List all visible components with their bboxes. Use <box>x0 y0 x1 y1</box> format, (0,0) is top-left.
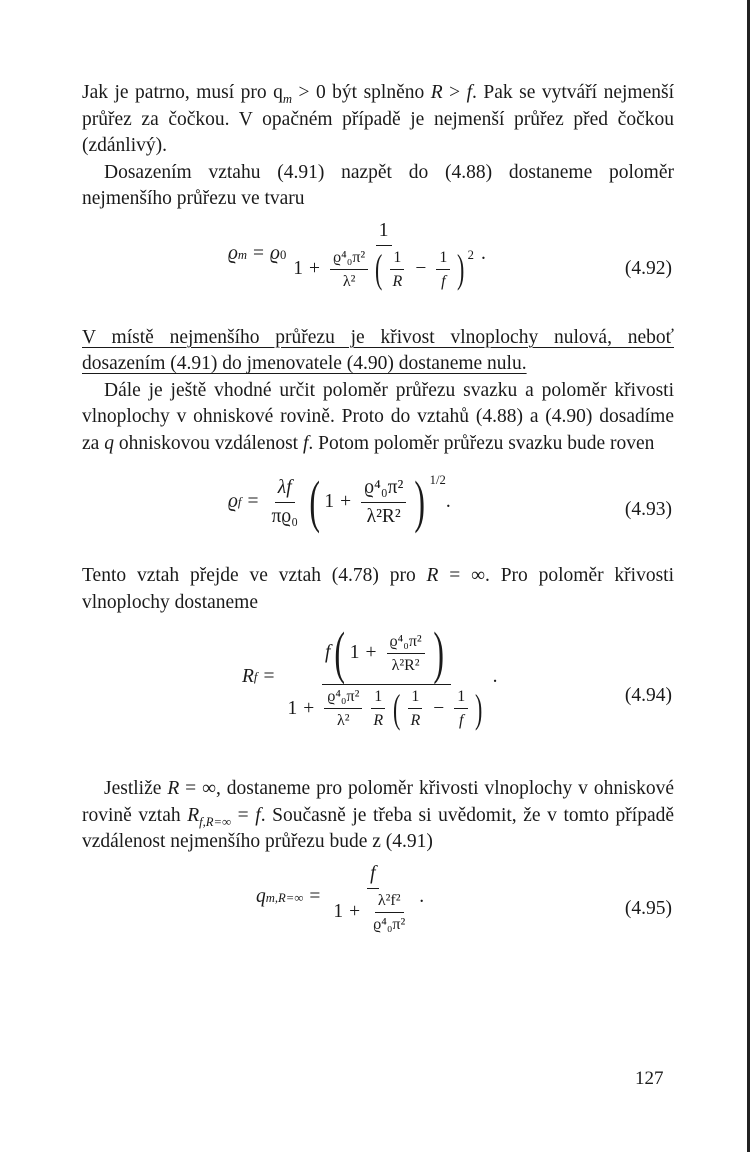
paragraph-1: Jak je patrno, musí pro $q_m > 0$ být splněno R > f. Pak se vytváří nejmenší průřez za čočkou. V opačném případě je nejmenší průřez před čočkou (zdánlivý). <box>82 82 674 156</box>
equation-4-94: R f = f ( 1 + $\frac{\text{ϱ⁴₀π²}}{\text{λ²R²}}$ ) 1 + $\frac{\text{ϱ⁴₀π²}}{\text{λ²}}$ $\frac{1}{R}$ ( $\frac{1}{R}$ − $\frac{1}{f}$ ) . (4.94) <box>242 620 672 731</box>
equation-number: (4.94) <box>624 684 672 706</box>
equation-4-93: ϱ f = $\frac{\lambda f}{\text{πϱ₀}}$ ( 1 + $\frac{\text{ϱ⁴₀π²}}{\text{λ²R²}}$ ) $^{1/2}$ . (4.93) <box>228 469 672 534</box>
page-edge-line <box>747 0 750 1152</box>
equation-number: (4.95) <box>624 897 672 919</box>
equation-number: (4.93) <box>624 498 672 520</box>
equation-number: (4.92) <box>624 257 672 279</box>
page-number: 127 <box>635 1068 664 1089</box>
paragraph-3: V místě nejmenšího průřezu je křivost vlnoplochy nulová, neboť dosazením (4.91) do jmenovatele (4.90) dostaneme nulu. <box>82 326 674 374</box>
paragraph-6: Jestliže R = ∞, dostaneme pro poloměr křivosti vlnoplochy v ohniskové rovině vztah $R_{f,R=\infty} = f$. Současně je třeba si uvědomit, že v tomto případě vzdálenost nejmenšího průřezu bude z (4.91) <box>82 778 675 852</box>
page-content <box>82 80 674 962</box>
paragraph-5: Tento vztah přejde ve vztah (4.78) pro R = ∞. Pro poloměr křivosti vlnoplochy dostaneme <box>82 565 674 613</box>
paragraph-2: Dosazením vztahu (4.91) nazpět do (4.88) dostaneme poloměr nejmenšího průřezu ve tvaru <box>82 161 674 209</box>
equation-4-92: ϱ m = ϱ 0 1 1 + $\frac{\text{ϱ⁴₀π²}}{\text{λ²}}$ ( $\frac{1}{R}$ − $\frac{1}{f}$ ) $^2$ . (4.92) <box>228 219 672 291</box>
equation-4-95: q m,R=∞ = f 1 + $\frac{\text{λ²f²}}{\text{ϱ⁴₀π²}}$ . (4.95) <box>256 862 672 933</box>
paragraph-4: Dále je ještě vhodné určit poloměr průřezu svazku a poloměr křivosti vlnoplochy v ohniskové rovině. Proto do vztahů (4.88) a (4.90) dosadíme za q ohniskovou vzdálenost f. Potom poloměr průřezu svazku bude roven <box>82 379 674 454</box>
